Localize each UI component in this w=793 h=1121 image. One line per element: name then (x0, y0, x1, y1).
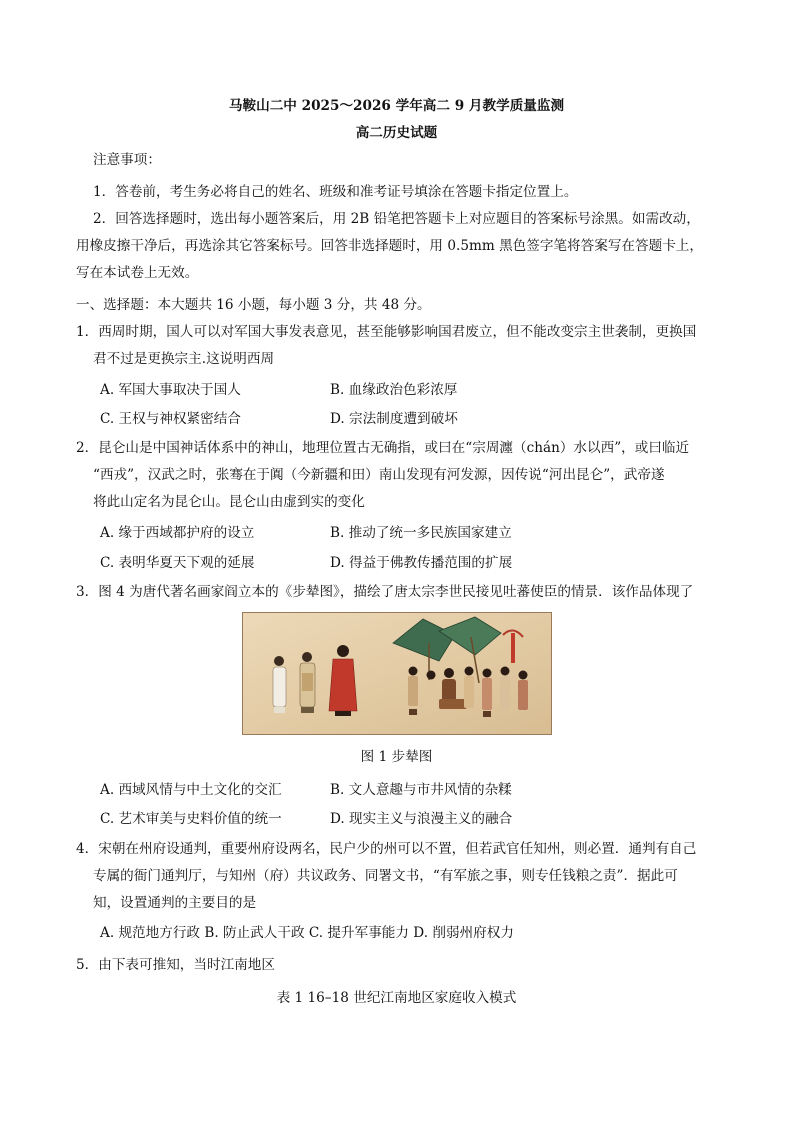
q5-stem-line-1: 5．由下表可推知，当时江南地区 (76, 957, 275, 973)
q2-option-a: A. 缘于西域都护府的设立 (100, 525, 255, 541)
note-item-2-line-1: 2．回答选择题时，选出每小题答案后，用 2B 铅笔把答题卡上对应题目的答案标号涂黑。如需改动， (93, 211, 700, 227)
q1-option-d: D. 宗法制度遭到破坏 (330, 411, 458, 427)
q1-option-a: A. 军国大事取决于国人 (100, 382, 241, 398)
q3-figure-caption: 图 1 步辇图 (360, 749, 433, 765)
exam-subtitle: 高二历史试题 (355, 125, 438, 141)
q2-stem-line-3: 将此山定名为昆仑山。昆仑山由虚到实的变化 (93, 494, 365, 510)
q3-option-d: D. 现实主义与浪漫主义的融合 (330, 811, 513, 827)
bunian-painting-image (242, 612, 552, 735)
q3-option-b: B. 文人意趣与市井风情的杂糅 (330, 782, 512, 798)
note-item-1: 1．答卷前，考生务必将自己的姓名、班级和准考证号填涂在答题卡指定位置上。 (93, 184, 578, 200)
q5-table-title: 表 1 16–18 世纪江南地区家庭收入模式 (276, 990, 517, 1006)
notes-heading: 注意事项： (93, 152, 161, 168)
q3-option-a: A. 西域风情与中土文化的交汇 (100, 782, 282, 798)
q1-option-b: B. 血缘政治色彩浓厚 (330, 382, 458, 398)
q2-option-d: D. 得益于佛教传播范围的扩展 (330, 555, 513, 571)
painting-illustration (243, 613, 551, 734)
q4-stem-line-1: 4．宋朝在州府设通判，重要州府设两名，民户少的州可以不置，但若武官任知州，则必置．通判有自己 (76, 841, 697, 857)
section-1-heading: 一、选择题：本大题共 16 小题，每小题 3 分，共 48 分。 (76, 297, 431, 313)
q4-stem-line-3: 知，设置通判的主要目的是 (93, 895, 257, 911)
q2-stem-line-1: 2．昆仑山是中国神话体系中的神山，地理位置古无确指，或曰在“宗周瀍（chán）水以西”，或曰临近 (76, 440, 690, 456)
note-item-2-line-3: 写在本试卷上无效。 (76, 265, 199, 281)
q3-stem-line-1: 3．图 4 为唐代著名画家阎立本的《步辇图》，描绘了唐太宗李世民接见吐蕃使臣的情景．该作品体现了 (76, 584, 694, 600)
note-item-2-line-2: 用橡皮擦干净后，再选涂其它答案标号。回答非选择题时，用 0.5mm 黑色签字笔将答案写在答题卡上， (76, 238, 703, 254)
q1-stem-line-2: 君不过是更换宗主.这说明西周 (93, 351, 275, 367)
q3-option-c: C. 艺术审美与史料价值的统一 (100, 811, 282, 827)
q2-option-b: B. 推动了统一多民族国家建立 (330, 525, 512, 541)
q2-option-c: C. 表明华夏天下观的延展 (100, 555, 255, 571)
q4-options: A. 规范地方行政 B. 防止武人干政 C. 提升军事能力 D. 削弱州府权力 (100, 925, 514, 941)
exam-title: 马鞍山二中 2025～2026 学年高二 9 月教学质量监测 (228, 98, 565, 114)
q2-stem-line-2: “西戎”，汉武之时，张骞在于阗（今新疆和田）南山发现有河发源，因传说“河出昆仑”，武帝遂 (93, 467, 665, 483)
q4-stem-line-2: 专属的衙门通判厅，与知州（府）共议政务、同署文书，“有军旅之事，则专任钱粮之责”．据此可 (93, 868, 678, 884)
q1-stem-line-1: 1．西周时期，国人可以对军国大事发表意见，甚至能够影响国君废立，但不能改变宗主世袭制，更换国 (76, 324, 697, 340)
q1-option-c: C. 王权与神权紧密结合 (100, 411, 241, 427)
